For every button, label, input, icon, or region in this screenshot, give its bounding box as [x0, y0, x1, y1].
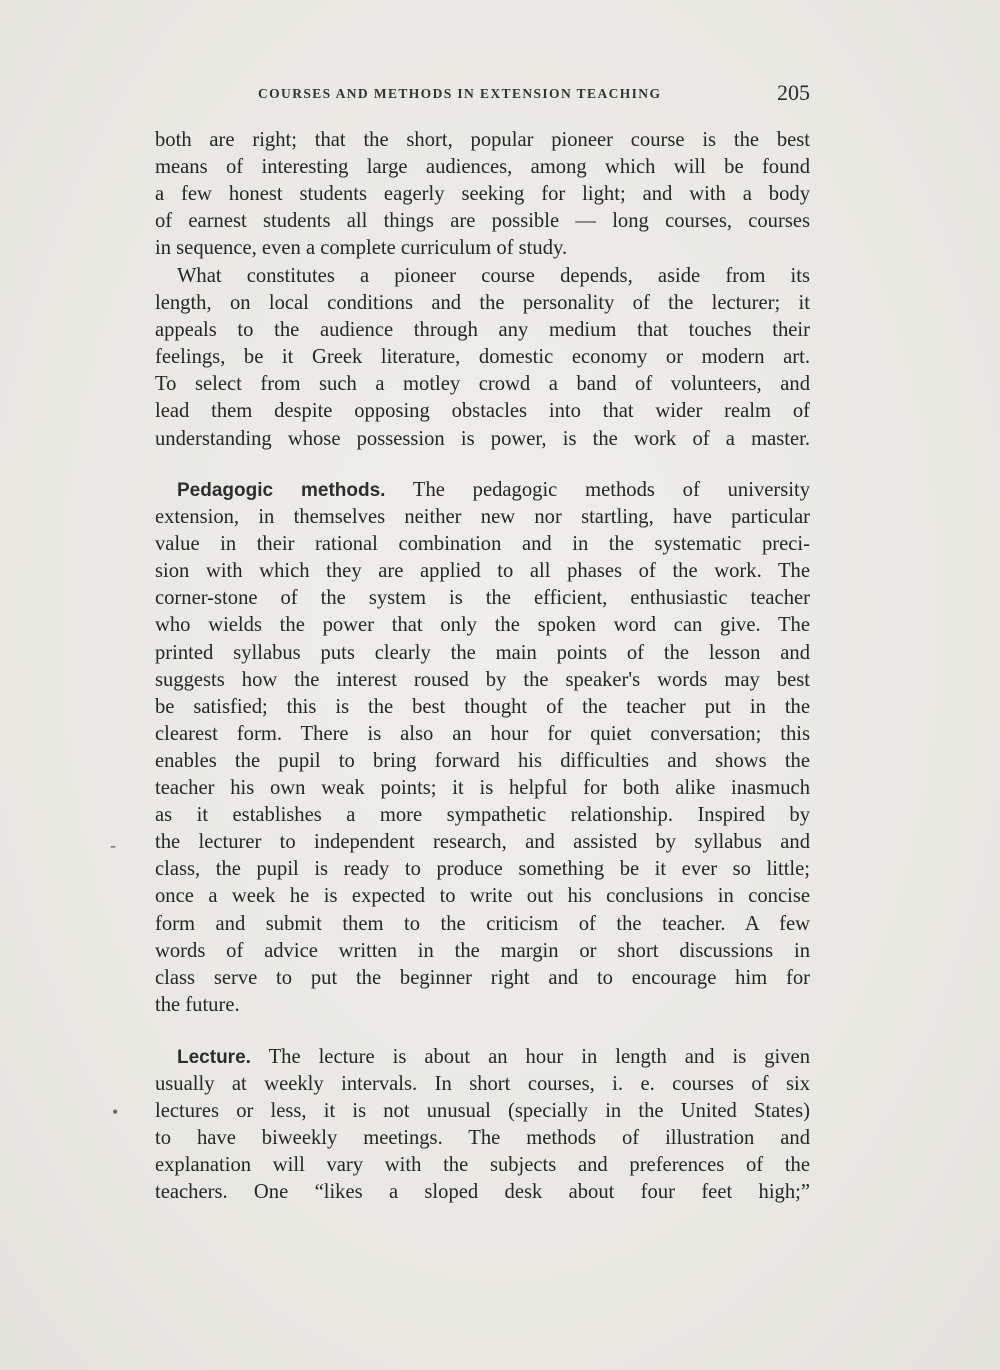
text-line: usually at weekly intervals. In short courses, i. e. courses of six	[155, 1073, 810, 1096]
text-line: lead them despite opposing obstacles into that wider realm of	[155, 400, 810, 423]
text-line: printed syllabus puts clearly the main points of the lesson and	[155, 641, 810, 664]
text-line-rest: The lecture is about an hour in length and is given	[268, 1046, 810, 1068]
text-line: length, on local conditions and the personality of the lecturer; it	[155, 292, 810, 315]
text-line: understanding whose possession is power, is the work of a master.	[155, 427, 810, 450]
text-line: be satisfied; this is the best thought of the teacher put in the	[155, 695, 810, 718]
text-line: What constitutes a pioneer course depends, aside from its	[177, 265, 810, 287]
paragraph-pedagogic-methods	[155, 477, 810, 1019]
side-heading: Pedagogic methods.	[177, 480, 386, 501]
text-line: form and submit them to the criticism of the teacher. A few	[155, 912, 810, 935]
text-line	[155, 477, 810, 504]
text-line-rest: The pedagogic methods of university	[412, 479, 810, 501]
text-line: words of advice written in the margin or short discussions in	[155, 939, 810, 962]
margin-mark: -	[110, 835, 116, 855]
page-header	[155, 80, 810, 106]
text-line: class serve to put the beginner right and to encourage him for	[155, 966, 810, 989]
text-line: clearest form. There is also an hour for quiet conversation; this	[155, 722, 810, 745]
text-line: To select from such a motley crowd a band of volunteers, and	[155, 373, 810, 396]
text-line: extension, in themselves neither new nor startling, have particular	[155, 506, 810, 529]
page-number: 205	[777, 80, 810, 105]
paragraph-lecture	[155, 1044, 810, 1207]
text-line: teacher his own weak points; it is helpful for both alike inasmuch	[155, 777, 810, 800]
text-line: as it establishes a more sympathetic relationship. Inspired by	[155, 804, 810, 827]
text-line: to have biweekly meetings. The methods of illustration and	[155, 1127, 810, 1150]
text-line: of earnest students all things are possible — long courses, courses	[155, 210, 810, 233]
text-line: who wields the power that only the spoken word can give. The	[155, 614, 810, 637]
text-line: feelings, be it Greek literature, domestic economy or modern art.	[155, 346, 810, 369]
text-line: lectures or less, it is not unusual (specially in the United States)	[155, 1100, 810, 1123]
text-line: appeals to the audience through any medium that touches their	[155, 319, 810, 342]
text-line: teachers. One “likes a sloped desk about four feet high;”	[155, 1181, 810, 1204]
text-line: value in their rational combination and in the systematic preci-	[155, 533, 810, 556]
text-line: explanation will vary with the subjects and preferences of the	[155, 1154, 810, 1177]
text-line: both are right; that the short, popular pioneer course is the best	[155, 129, 810, 151]
text-line: corner-stone of the system is the efficient, enthusiastic teacher	[155, 587, 810, 610]
paragraph-2	[155, 263, 810, 453]
text-line: means of interesting large audiences, among which will be found	[155, 156, 810, 179]
margin-mark: •	[112, 1102, 119, 1122]
text-line: the future.	[155, 993, 240, 1016]
text-line: enables the pupil to bring forward his difficulties and shows the	[155, 749, 810, 772]
text-line: class, the pupil is ready to produce something be it ever so little;	[155, 858, 810, 881]
text-line: in sequence, even a complete curriculum of study.	[155, 237, 568, 260]
side-heading: Lecture.	[177, 1047, 251, 1068]
text-line: once a week he is expected to write out his conclusions in concise	[155, 885, 810, 908]
text-line: suggests how the interest roused by the speaker's words may best	[155, 668, 810, 691]
text-line: the lecturer to independent research, and assisted by syllabus and	[155, 831, 810, 854]
text-line: a few honest students eagerly seeking for light; and with a body	[155, 183, 810, 206]
text-line: sion with which they are applied to all phases of the work. The	[155, 560, 810, 583]
text-line	[155, 1044, 810, 1071]
running-head: COURSES AND METHODS IN EXTENSION TEACHING	[258, 86, 662, 101]
paragraph-1	[155, 127, 810, 262]
